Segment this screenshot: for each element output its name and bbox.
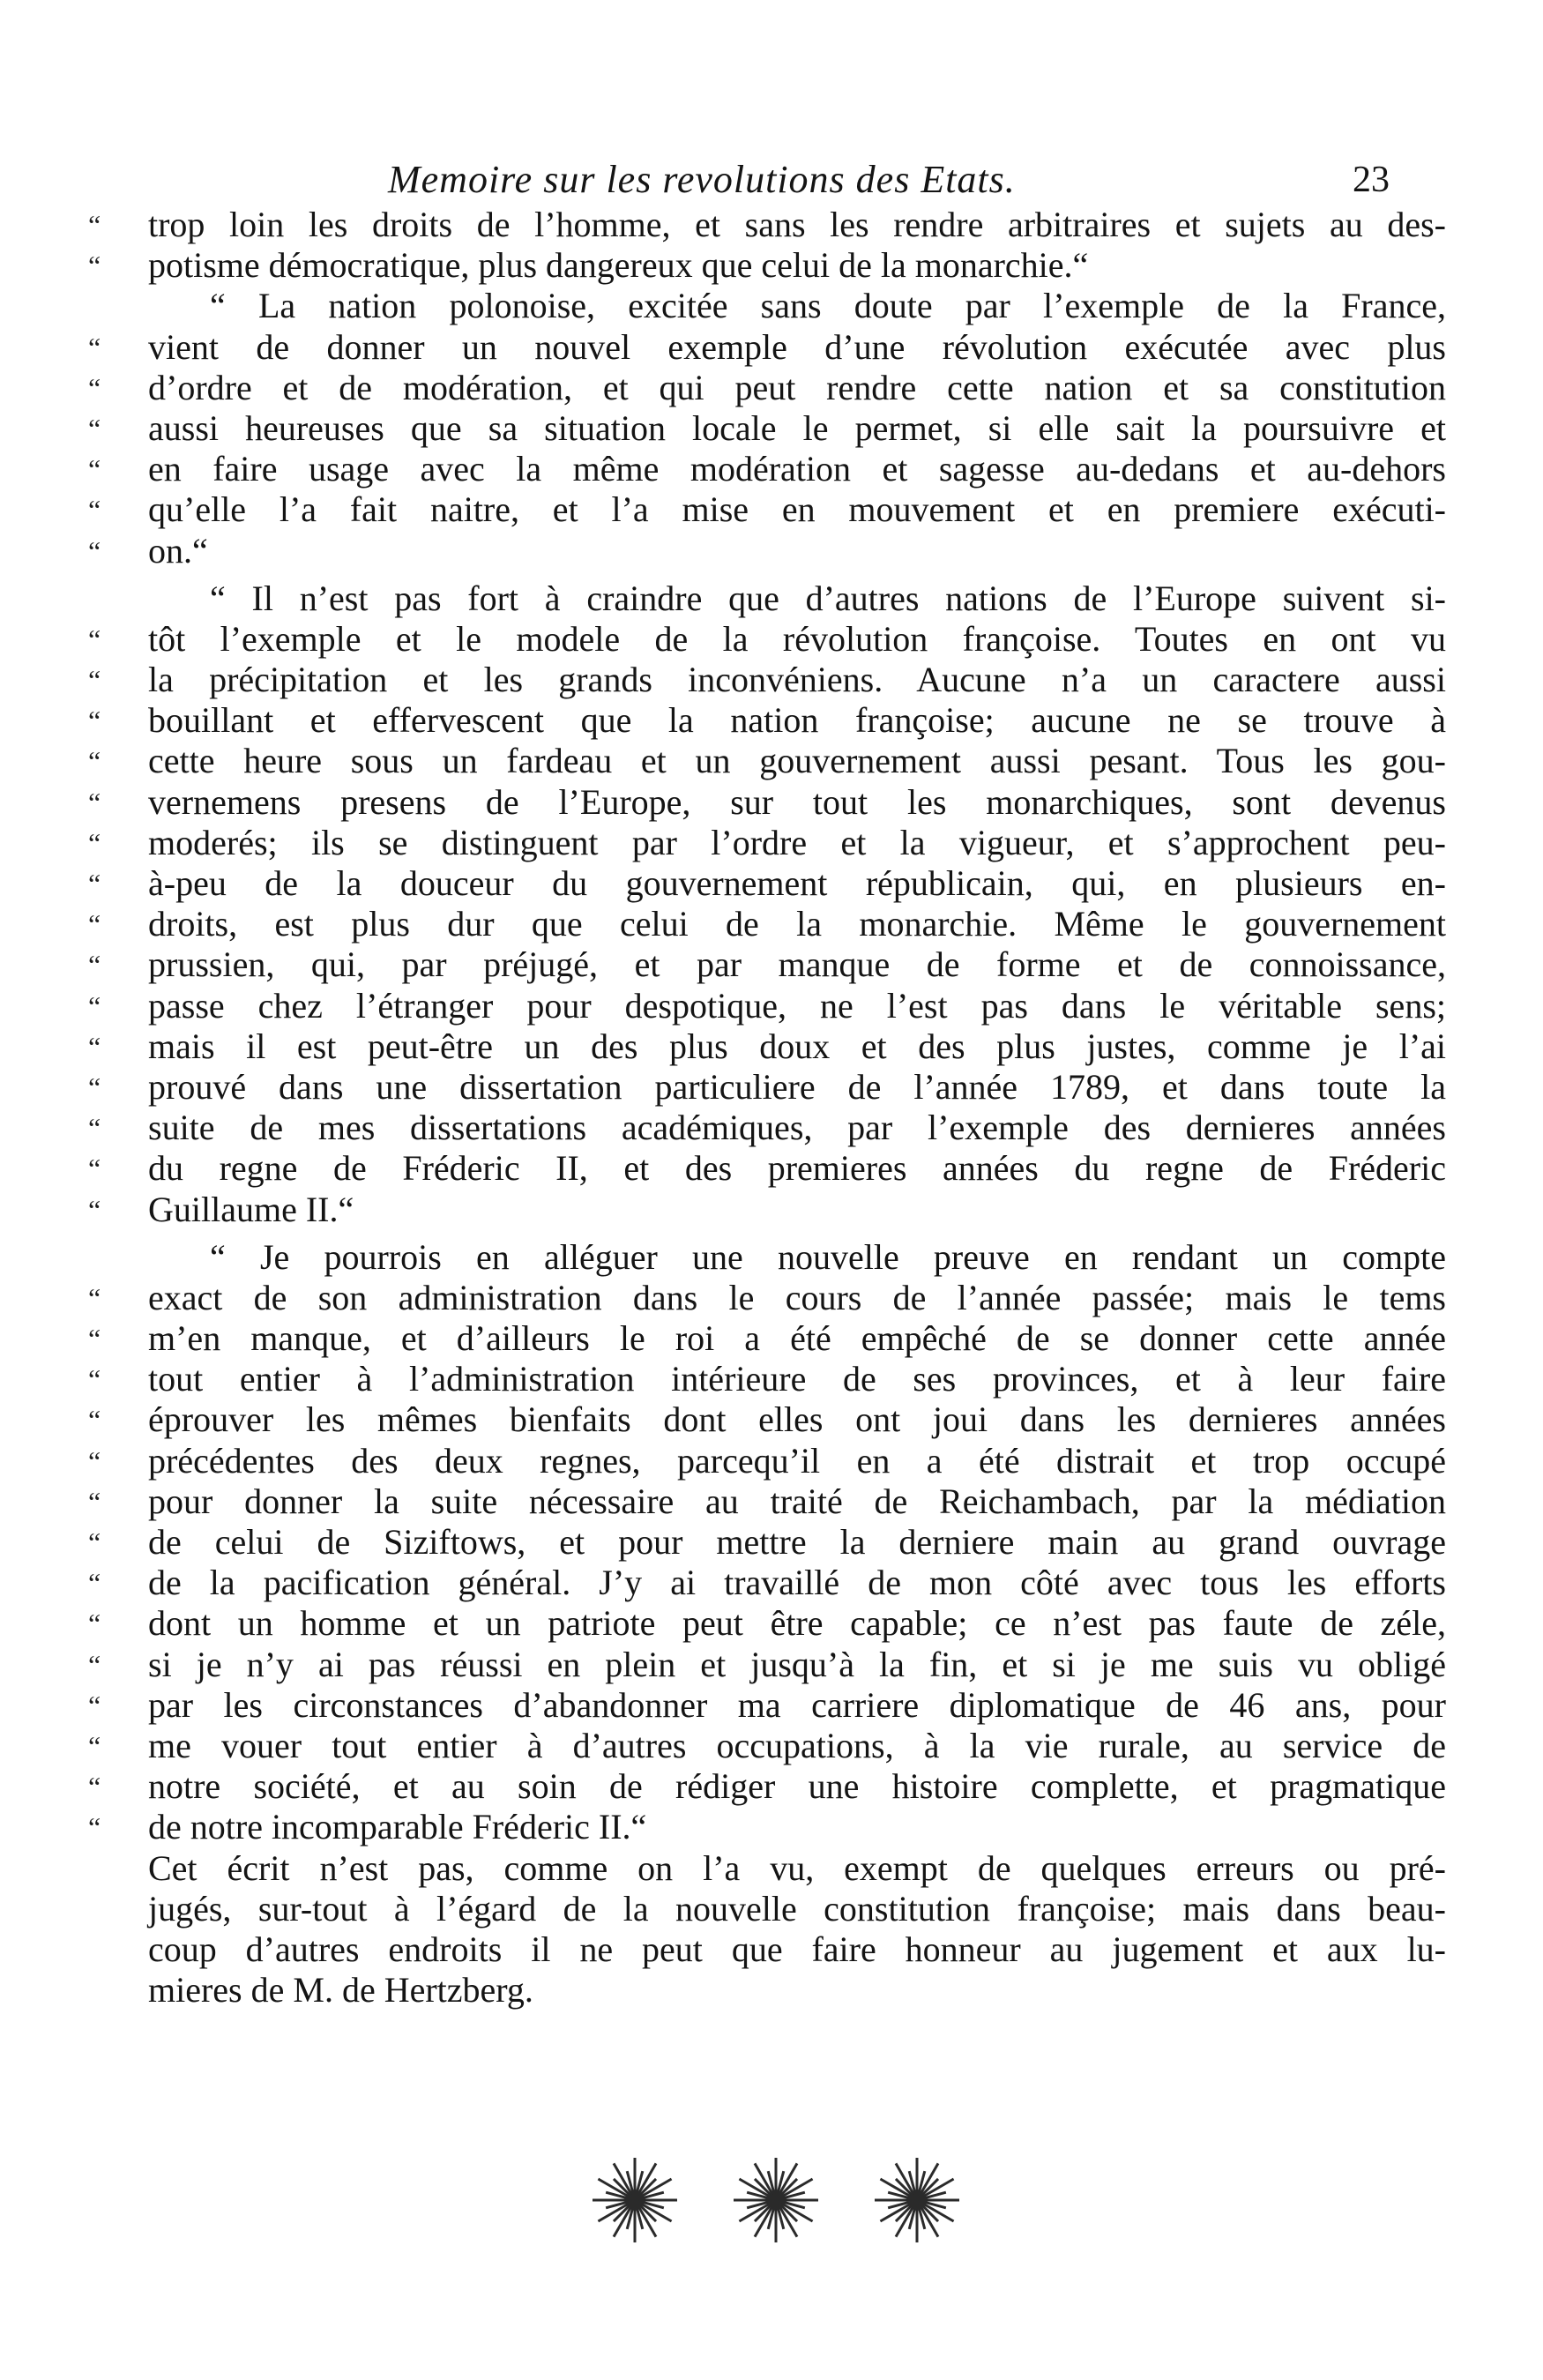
quote-mark: “ <box>88 494 101 526</box>
line-text: on.“ <box>148 530 208 571</box>
text-line <box>88 700 1446 741</box>
quote-mark: “ <box>88 989 101 1022</box>
line-text: d’ordre et de modération, et qui peut rendre cette nation et sa constitution <box>148 367 1446 407</box>
line-text: suite de mes dissertations académiques, par l’exemple des dernieres années <box>148 1108 1446 1148</box>
line-text: “ Il n’est pas fort à craindre que d’autres nations de l’Europe suivent si- <box>210 578 1446 618</box>
text-line <box>88 286 1446 326</box>
line-text: exact de son administration dans le cours de l’année passée; mais le tems <box>148 1277 1446 1317</box>
quote-mark: “ <box>88 534 101 567</box>
line-text: aussi heureuses que sa situation locale le permet, si elle sait la poursuivre et <box>148 407 1446 448</box>
line-text: mieres de M. de Hertzberg. <box>148 1970 533 2011</box>
quote-mark: “ <box>88 1323 101 1355</box>
line-text: mais il est peut-être un des plus doux et des plus justes, comme je l’ai <box>148 1026 1446 1066</box>
line-text: me vouer tout entier à d’autres occupations, à la vie rurale, au service de <box>148 1725 1446 1765</box>
line-text: de notre incomparable Fréderic II.“ <box>148 1807 647 1847</box>
text-line <box>88 1929 1446 1970</box>
line-text: de celui de Siziftows, et pour mettre la derniere main au grand ouvrage <box>148 1522 1446 1562</box>
text-line <box>88 1359 1446 1399</box>
quote-mark: “ <box>88 1444 101 1477</box>
line-text: passe chez l’étranger pour despotique, ne l’est pas dans le véritable sens; <box>148 985 1446 1026</box>
text-line <box>88 944 1446 985</box>
tail-ornament <box>564 2152 988 2249</box>
text-line <box>88 863 1446 904</box>
line-text: prouvé dans une dissertation particuliere de l’année 1789, et dans toute la <box>148 1066 1446 1107</box>
quote-mark: “ <box>88 371 101 404</box>
line-text: tout entier à l’administration intérieure de ses provinces, et à leur faire <box>148 1359 1446 1399</box>
quote-mark: “ <box>88 949 101 981</box>
line-text: si je n’y ai pas réussi en plein et jusqu’à la fin, et si je me suis vu obligé <box>148 1644 1446 1684</box>
text-line <box>88 245 1446 286</box>
text-line <box>88 1108 1446 1148</box>
quote-mark: “ <box>88 868 101 899</box>
line-text: moderés; ils se distinguent par l’ordre et la vigueur, et s’approchent peu- <box>148 822 1446 862</box>
quote-mark: “ <box>88 908 101 941</box>
quote-mark: “ <box>88 745 101 778</box>
quote-mark: “ <box>88 1193 101 1226</box>
quote-mark: “ <box>88 1811 101 1844</box>
text-line <box>88 823 1446 863</box>
text-line <box>88 449 1446 489</box>
line-text: en faire usage avec la même modération et sagesse au-dedans et au-dehors <box>148 449 1446 489</box>
line-text: dont un homme et un patriote peut être capable; ce n’est pas faute de zéle, <box>148 1603 1446 1644</box>
line-text: de la pacification général. J’y ai travaillé de mon côté avec tous les efforts <box>148 1563 1446 1603</box>
text-line <box>88 619 1446 660</box>
line-text: cette heure sous un fardeau et un gouvernement aussi pesant. Tous les gou- <box>148 741 1446 781</box>
quote-mark: “ <box>88 331 101 363</box>
quote-mark: “ <box>88 1030 101 1063</box>
text-line <box>88 1645 1446 1685</box>
text-line <box>88 741 1446 781</box>
text-line <box>88 1026 1446 1067</box>
text-line <box>88 1190 1446 1230</box>
quote-mark: “ <box>88 705 101 737</box>
text-line <box>88 1563 1446 1603</box>
text-line <box>88 408 1446 449</box>
quote-mark: “ <box>88 1729 101 1762</box>
text-line <box>88 904 1446 944</box>
line-text: droits, est plus dur que celui de la monarchie. Même le gouvernement <box>148 904 1446 944</box>
quote-mark: “ <box>88 1689 101 1721</box>
quote-mark: “ <box>88 1112 101 1145</box>
quote-mark: “ <box>88 1526 101 1558</box>
quote-mark: “ <box>88 623 101 655</box>
text-line <box>88 1889 1446 1929</box>
text-line <box>88 986 1446 1026</box>
text-line <box>88 531 1446 571</box>
quote-mark: “ <box>88 1404 101 1436</box>
text-line <box>88 1148 1446 1189</box>
quote-mark: “ <box>88 1281 101 1314</box>
quote-mark: “ <box>88 786 101 818</box>
quote-mark: “ <box>88 1648 101 1681</box>
quote-mark: “ <box>88 209 101 241</box>
line-text: vernemens presens de l’Europe, sur tout les monarchiques, sont devenus <box>148 781 1446 822</box>
quote-mark: “ <box>88 250 101 282</box>
text-line <box>88 782 1446 823</box>
line-text: m’en manque, et d’ailleurs le roi a été empêché de se donner cette année <box>148 1318 1446 1359</box>
body-text <box>88 205 1446 2011</box>
page-header <box>0 157 1543 210</box>
line-text: coup d’autres endroits il ne peut que faire honneur au jugement et aux lu- <box>148 1929 1446 1969</box>
text-line <box>88 1766 1446 1807</box>
text-line <box>88 1726 1446 1766</box>
quote-mark: “ <box>88 1608 101 1640</box>
text-line <box>88 1441 1446 1481</box>
line-text: “ Je pourrois en alléguer une nouvelle preuve en rendant un compte <box>210 1236 1446 1277</box>
line-text: par les circonstances d’abandonner ma carriere diplomatique de 46 ans, pour <box>148 1684 1446 1725</box>
line-text: “ La nation polonoise, excitée sans doute par l’exemple de la France, <box>210 286 1446 326</box>
line-text: jugés, sur-tout à l’égard de la nouvelle constitution françoise; mais dans beau- <box>148 1888 1446 1929</box>
text-line <box>88 1278 1446 1318</box>
text-line <box>88 1807 1446 1847</box>
fleuron-ornament-icon <box>564 2152 988 2249</box>
line-text: vient de donner un nouvel exemple d’une révolution exécutée avec plus <box>148 326 1446 367</box>
quote-mark: “ <box>88 1363 101 1396</box>
quote-mark: “ <box>88 453 101 486</box>
text-line <box>88 1481 1446 1522</box>
text-line <box>88 1067 1446 1108</box>
line-text: à-peu de la douceur du gouvernement républicain, qui, en plusieurs en- <box>148 863 1446 903</box>
text-line <box>88 327 1446 368</box>
text-line <box>88 660 1446 700</box>
line-text: tôt l’exemple et le modele de la révolution françoise. Toutes en ont vu <box>148 618 1446 659</box>
text-line <box>88 1318 1446 1359</box>
line-text: éprouver les mêmes bienfaits dont elles ont joui dans les dernieres années <box>148 1399 1446 1440</box>
line-text: du regne de Fréderic II, et des premieres années du regne de Fréderic <box>148 1148 1446 1189</box>
quote-mark: “ <box>88 664 101 697</box>
text-line <box>88 1970 1446 2011</box>
line-text: potisme démocratique, plus dangereux que celui de la monarchie.“ <box>148 245 1089 286</box>
line-text: Cet écrit n’est pas, comme on l’a vu, exempt de quelques erreurs ou pré- <box>148 1847 1446 1888</box>
line-text: prussien, qui, par préjugé, et par manque de forme et de connoissance, <box>148 944 1446 985</box>
line-text: trop loin les droits de l’homme, et sans les rendre arbitraires et sujets au des- <box>148 205 1446 244</box>
quote-mark: “ <box>88 1153 101 1185</box>
line-text: qu’elle l’a fait naitre, et l’a mise en mouvement et en premiere exécuti- <box>148 489 1446 530</box>
text-line <box>88 1685 1446 1726</box>
running-title: Memoire sur les revolutions des Etats. <box>388 158 1016 201</box>
text-line <box>88 1399 1446 1440</box>
line-text: notre société, et au soin de rédiger une histoire complette, et pragmatique <box>148 1766 1446 1807</box>
line-text: bouillant et effervescent que la nation françoise; aucune ne se trouve à <box>148 700 1446 741</box>
text-line <box>88 1603 1446 1644</box>
quote-mark: “ <box>88 412 101 444</box>
line-text: précédentes des deux regnes, parcequ’il en a été distrait et trop occupé <box>148 1440 1446 1481</box>
quote-mark: “ <box>88 826 101 859</box>
text-line <box>88 368 1446 408</box>
quote-mark: “ <box>88 1567 101 1600</box>
quote-mark: “ <box>88 1071 101 1103</box>
text-line <box>88 1237 1446 1278</box>
text-line <box>88 1848 1446 1889</box>
line-text: Guillaume II.“ <box>148 1189 354 1229</box>
quote-mark: “ <box>88 1485 101 1518</box>
text-line <box>88 578 1446 619</box>
text-line <box>88 205 1446 245</box>
line-text: la précipitation et les grands inconvéniens. Aucune n’a un caractere aussi <box>148 660 1446 700</box>
line-text: pour donner la suite nécessaire au traité de Reichambach, par la médiation <box>148 1481 1446 1521</box>
text-line <box>88 489 1446 530</box>
quote-mark: “ <box>88 1771 101 1803</box>
text-line <box>88 1522 1446 1563</box>
page-number: 23 <box>1353 160 1390 200</box>
